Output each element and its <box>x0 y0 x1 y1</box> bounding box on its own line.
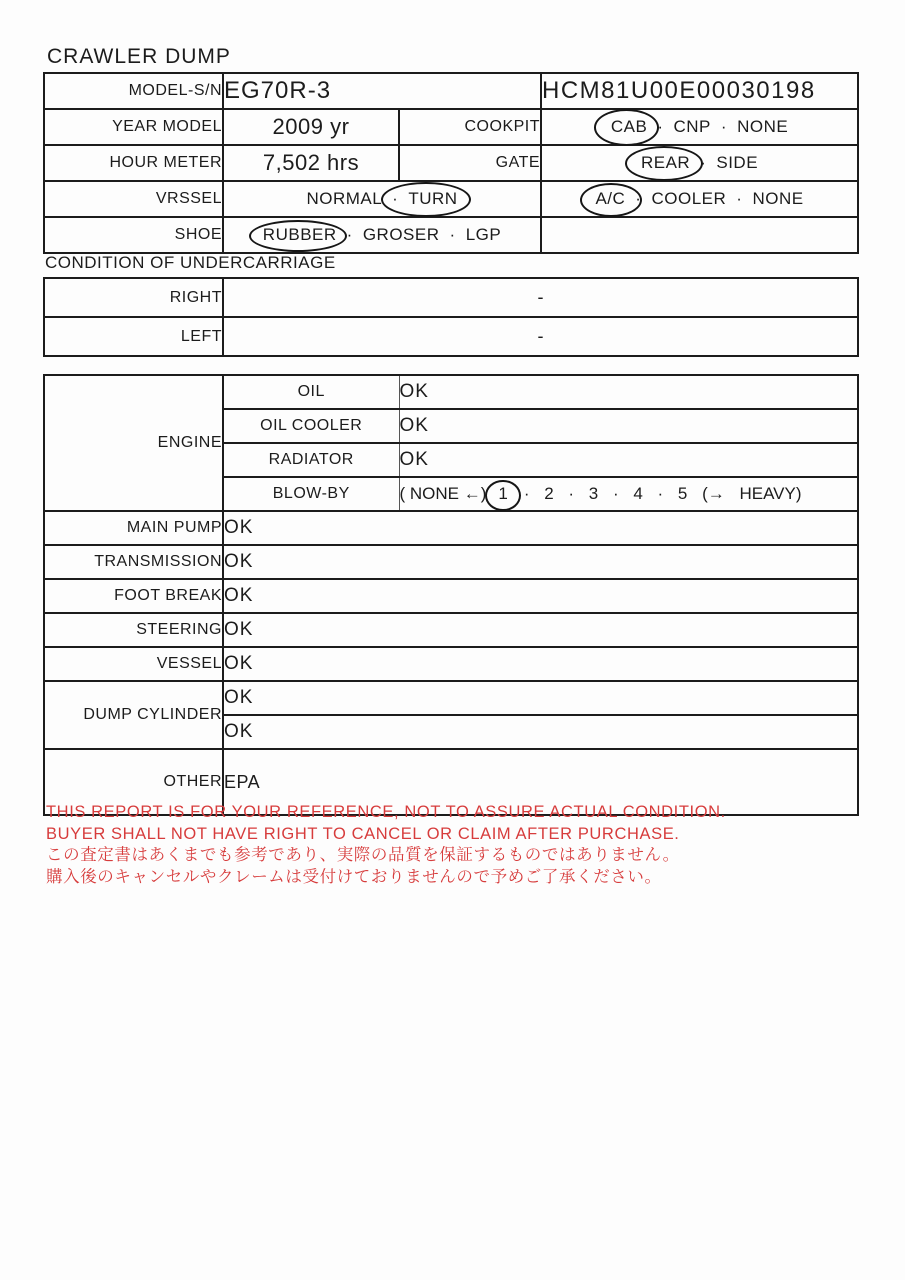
main-pump-label: MAIN PUMP <box>44 511 223 545</box>
gate-option-side: SIDE <box>716 153 759 172</box>
spec-table <box>43 72 859 254</box>
right-value: - <box>223 278 858 317</box>
gate-label: GATE <box>399 145 541 181</box>
blow-by-selected-circle <box>498 484 507 504</box>
row-vessel <box>44 647 858 681</box>
row-dump-cylinder-1 <box>44 681 858 715</box>
vrssel-label: VRSSEL <box>44 181 223 217</box>
cookpit-options <box>541 109 858 145</box>
blow-by-selected-value: 1 <box>498 484 508 503</box>
foot-break-label: FOOT BREAK <box>44 579 223 613</box>
disclaimer-line-4: 購入後のキャンセルやクレームは受付けておりませんので予めご了承ください。 <box>46 867 662 886</box>
dump-cylinder-label: DUMP CYLINDER <box>44 681 223 749</box>
ac-selected-circle <box>595 189 625 209</box>
cookpit-option-cnp: CNP <box>673 117 711 136</box>
disclaimer-block <box>46 802 726 888</box>
hour-meter-label: HOUR METER <box>44 145 223 181</box>
dot-separator: · <box>392 189 399 208</box>
vrssel-option-turn: TURN <box>408 189 458 208</box>
serial-number-value: HCM81U00E00030198 <box>541 73 858 109</box>
transmission-label: TRANSMISSION <box>44 545 223 579</box>
main-pump-value: OK <box>223 511 858 545</box>
dot-separator: · <box>449 225 456 244</box>
disclaimer-line-3: この査定書はあくまでも参考であり、実際の品質を保証するものではありません。 <box>46 846 680 864</box>
ac-option-none: NONE <box>752 189 804 208</box>
engine-radiator-label: RADIATOR <box>223 443 399 477</box>
engine-oil-cooler-label: OIL COOLER <box>223 409 399 443</box>
dump-cylinder-value-2: OK <box>223 715 858 749</box>
row-transmission <box>44 545 858 579</box>
gate-selected-circle <box>641 153 690 173</box>
engine-label: ENGINE <box>44 375 223 511</box>
row-undercarriage-left <box>44 317 858 356</box>
steering-value: OK <box>223 613 858 647</box>
row-vrssel-ac <box>44 181 858 217</box>
disclaimer-line-1: THIS REPORT IS FOR YOUR REFERENCE, NOT TO ASSURE ACTUAL CONDITION. <box>46 803 726 821</box>
model-sn-label: MODEL-S/N <box>44 73 223 109</box>
gate-option-rear: REAR <box>640 153 691 172</box>
shoe-option-lgp: LGP <box>465 225 502 244</box>
cookpit-label: COOKPIT <box>399 109 541 145</box>
gate-options <box>541 145 858 181</box>
hour-meter-value: 7,502 hrs <box>223 145 399 181</box>
dot-separator: · <box>635 189 642 208</box>
row-shoe <box>44 217 858 253</box>
shoe-label: SHOE <box>44 217 223 253</box>
vrssel-selected-circle <box>408 189 457 209</box>
blow-by-scale <box>399 477 858 511</box>
cookpit-selected-circle <box>611 117 647 137</box>
engine-oil-cooler-value: OK <box>399 409 858 443</box>
dot-separator: · <box>657 117 664 136</box>
left-label: LEFT <box>44 317 223 356</box>
blow-by-scale-rest: · 2 · 3 · 4 · 5 (→ HEAVY) <box>523 484 802 503</box>
shoe-selected-circle <box>263 225 337 245</box>
transmission-value: OK <box>223 545 858 579</box>
undercarriage-table <box>43 277 859 357</box>
shoe-options <box>223 217 541 253</box>
foot-break-value: OK <box>223 579 858 613</box>
vrssel-options <box>223 181 541 217</box>
dot-separator: · <box>720 117 728 136</box>
year-model-label: YEAR MODEL <box>44 109 223 145</box>
row-foot-break <box>44 579 858 613</box>
disclaimer-line-2: BUYER SHALL NOT HAVE RIGHT TO CANCEL OR CLAIM AFTER PURCHASE. <box>46 824 680 843</box>
dot-separator: · <box>736 189 743 208</box>
ac-options <box>541 181 858 217</box>
other-value: EPA <box>223 749 858 815</box>
blow-by-prefix: ( NONE ←) <box>399 484 487 503</box>
vrssel-option-normal: NORMAL <box>306 189 383 208</box>
shoe-option-groser: GROSER <box>362 225 440 244</box>
ac-option-cooler: COOLER <box>651 189 727 208</box>
row-main-pump <box>44 511 858 545</box>
empty-cell <box>541 217 858 253</box>
year-model-value: 2009 yr <box>223 109 399 145</box>
left-value: - <box>223 317 858 356</box>
steering-label: STEERING <box>44 613 223 647</box>
row-year-cookpit <box>44 109 858 145</box>
vessel-value: OK <box>223 647 858 681</box>
inspection-table <box>43 374 859 816</box>
other-label: OTHER <box>44 749 223 815</box>
cookpit-option-none: NONE <box>737 117 789 136</box>
engine-oil-value: OK <box>399 375 858 409</box>
row-hour-gate <box>44 145 858 181</box>
undercarriage-section-title: CONDITION OF UNDERCARRIAGE <box>45 253 336 272</box>
page-title: CRAWLER DUMP <box>47 45 231 68</box>
ac-option-ac: A/C <box>595 189 626 208</box>
dump-cylinder-value-1: OK <box>223 681 858 715</box>
engine-oil-label: OIL <box>223 375 399 409</box>
model-value: EG70R-3 <box>223 73 541 109</box>
row-steering <box>44 613 858 647</box>
shoe-option-rubber: RUBBER <box>262 225 337 244</box>
right-label: RIGHT <box>44 278 223 317</box>
blow-by-label: BLOW-BY <box>223 477 399 511</box>
row-model-sn <box>44 73 858 109</box>
row-engine-oil <box>44 375 858 409</box>
dot-separator: · <box>346 225 353 244</box>
dot-separator: · <box>700 153 707 172</box>
cookpit-option-cab: CAB <box>610 117 648 136</box>
vessel-label: VESSEL <box>44 647 223 681</box>
engine-radiator-value: OK <box>399 443 858 477</box>
row-undercarriage-right <box>44 278 858 317</box>
